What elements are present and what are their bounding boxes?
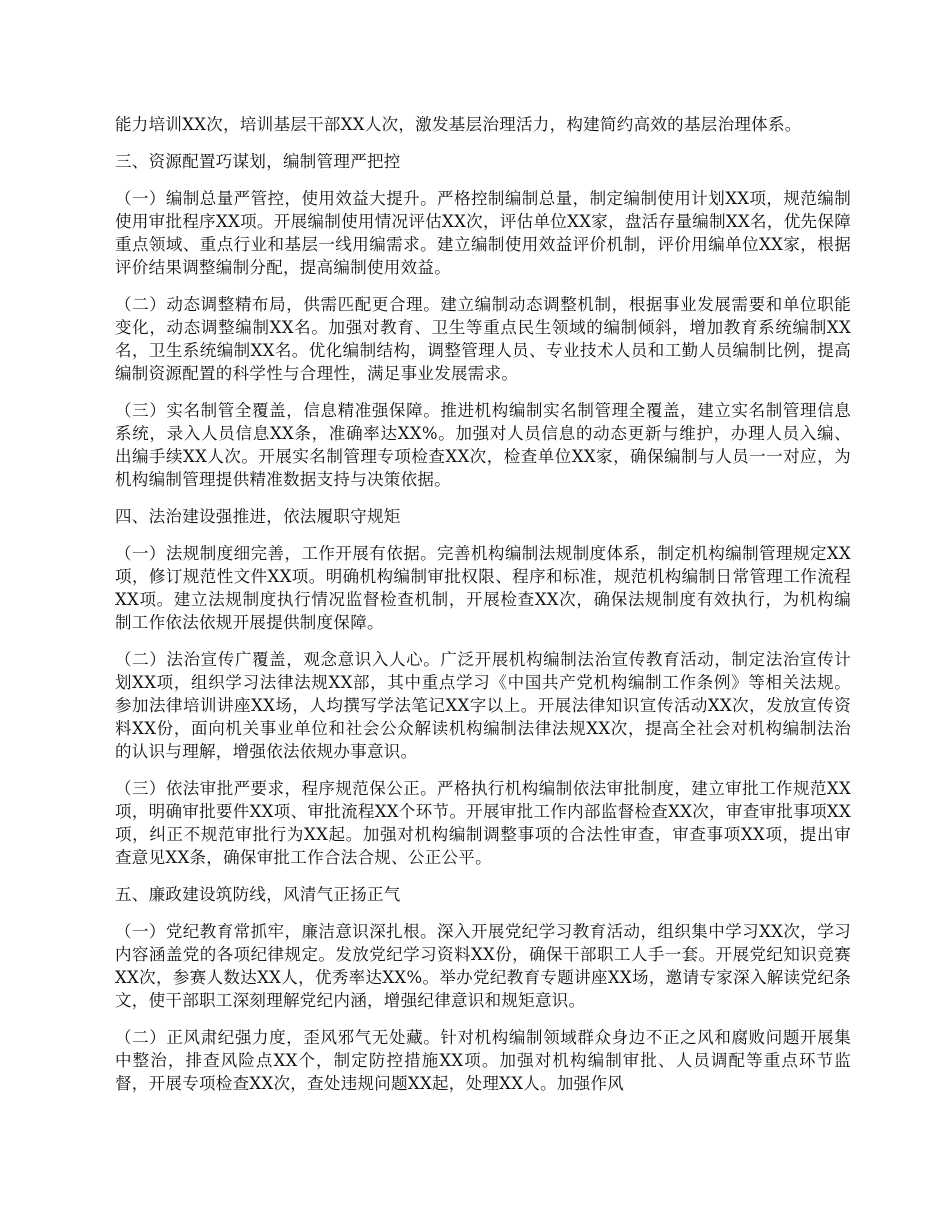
paragraph-4-2: （二）法治宣传广覆盖，观念意识入人心。广泛开展机构编制法治宣传教育活动，制定法治宣传计划XX项，组织学习法律法规XX部，其中重点学习《中国共产党机构编制工作条例》等相关法规。参加法律培训讲座XX场，人均撰写学法笔记XX字以上。开展法律知识宣传活动XX次，发放宣传资料XX份，面向机关事业单位和社会公众解读机构编制法律法规XX次，提高全社会对机构编制法治的认识与理解，增强依法依规办事意识。 bbox=[115, 650, 851, 761]
paragraph-3-1: （一）编制总量严管控，使用效益大提升。严格控制编制总量，制定编制使用计划XX项，规范编制使用审批程序XX项。开展编制使用情况评估XX次，评估单位XX家，盘活存量编制XX名，优先保障重点领域、重点行业和基层一线用编需求。建立编制使用效益评价机制，评价用编单位XX家，根据评价结果调整编制分配，提高编制使用效益。 bbox=[115, 189, 851, 277]
paragraph-5-1: （一）党纪教育常抓牢，廉洁意识深扎根。深入开展党纪学习教育活动，组织集中学习XX次，学习内容涵盖党的各项纪律规定。发放党纪学习资料XX份，确保干部职工人手一套。开展党纪知识竞赛XX次，参赛人数达XX人，优秀率达XX%。举办党纪教育专题讲座XX场，邀请专家深入解读党纪条文，使干部职工深刻理解党纪内涵，增强纪律意识和规矩意识。 bbox=[115, 922, 851, 1010]
paragraph-5-2: （二）正风肃纪强力度，歪风邪气无处藏。针对机构编制领域群众身边不正之风和腐败问题开展集中整治，排查风险点XX个，制定防控措施XX项。加强对机构编制审批、人员调配等重点环节监督，开展专项检查XX次，查处违规问题XX起，处理XX人。加强作风 bbox=[115, 1028, 851, 1093]
section-heading-4: 四、法治建设强推进，依法履职守规矩 bbox=[115, 507, 401, 526]
paragraph-intro-tail: 能力培训XX次，培训基层干部XX人次，激发基层治理活力，构建简约高效的基层治理体系。 bbox=[115, 115, 802, 134]
paragraph-3-2: （二）动态调整精布局，供需匹配更合理。建立编制动态调整机制，根据事业发展需要和单位职能变化，动态调整编制XX名。加强对教育、卫生等重点民生领域的编制倾斜，增加教育系统编制XX名，卫生系统编制XX名。优化编制结构，调整管理人员、专业技术人员和工勤人员编制比例，提高编制资源配置的科学性与合理性，满足事业发展需求。 bbox=[115, 295, 851, 383]
section-heading-3: 三、资源配置巧谋划，编制管理严把控 bbox=[115, 152, 401, 171]
section-heading-5: 五、廉政建设筑防线，风清气正扬正气 bbox=[115, 885, 401, 904]
paragraph-4-1: （一）法规制度细完善，工作开展有依据。完善机构编制法规制度体系，制定机构编制管理规定XX项，修订规范性文件XX项。明确机构编制审批权限、程序和标准，规范机构编制日常管理工作流程XX项。建立法规制度执行情况监督检查机制，开展检查XX次，确保法规制度有效执行，为机构编制工作依法依规开展提供制度保障。 bbox=[115, 544, 851, 632]
paragraph-4-3: （三）依法审批严要求，程序规范保公正。严格执行机构编制依法审批制度，建立审批工作规范XX项，明确审批要件XX项、审批流程XX个环节。开展审批工作内部监督检查XX次，审查审批事项XX项，纠正不规范审批行为XX起。加强对机构编制调整事项的合法性审查，审查事项XX项，提出审查意见XX条，确保审批工作合法合规、公正公平。 bbox=[115, 779, 851, 867]
document-body bbox=[115, 113, 851, 1109]
paragraph-3-3: （三）实名制管全覆盖，信息精准强保障。推进机构编制实名制管理全覆盖，建立实名制管理信息系统，录入人员信息XX条，准确率达XX%。加强对人员信息的动态更新与维护，办理人员入编、出编手续XX人次。开展实名制管理专项检查XX次，检查单位XX家，确保编制与人员一一对应，为机构编制管理提供精准数据支持与决策依据。 bbox=[115, 401, 851, 489]
